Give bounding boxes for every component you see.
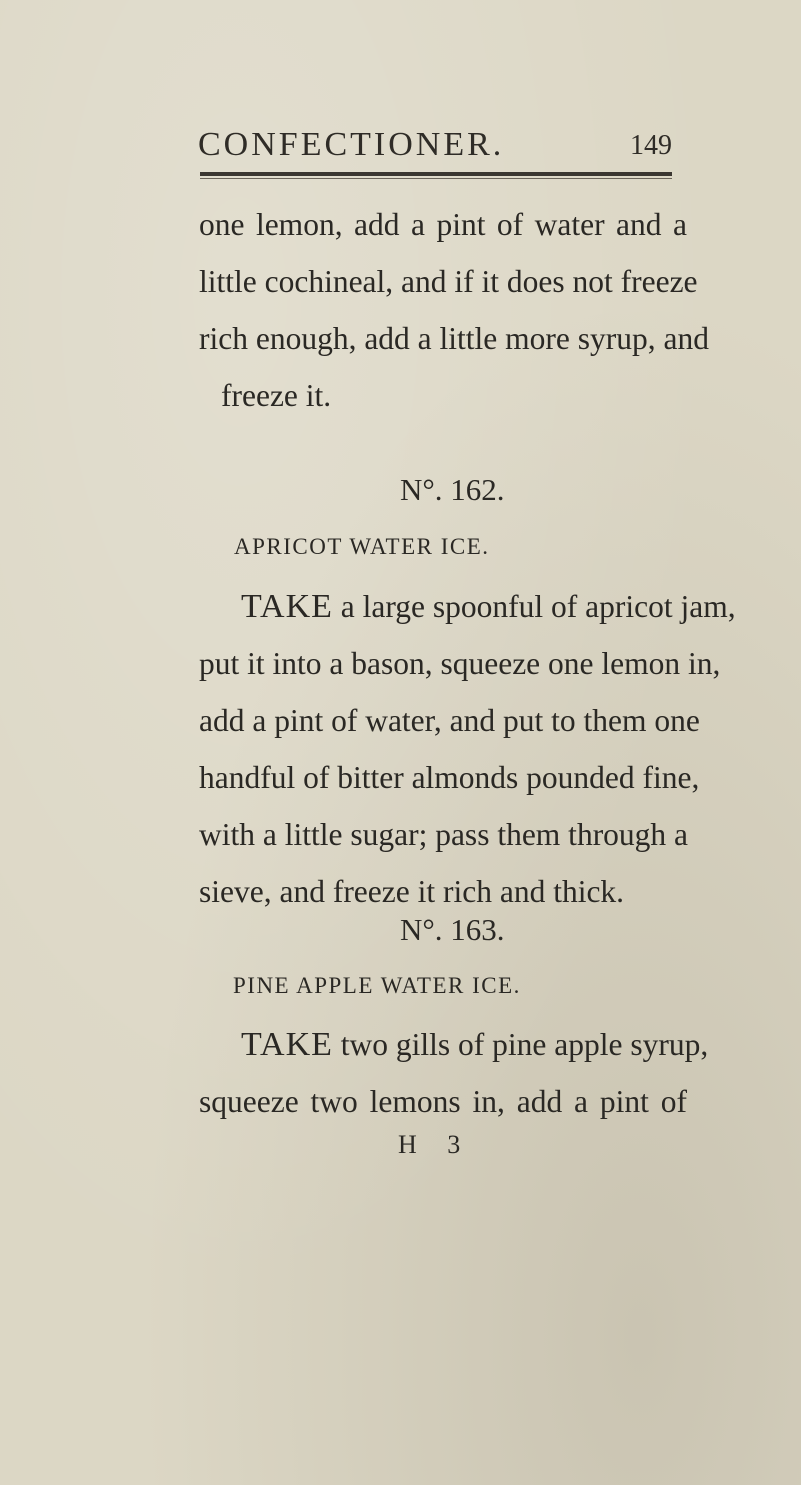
- page-header: [198, 126, 678, 166]
- recipe-162-title: APRICOT WATER ICE.: [234, 534, 490, 559]
- recipe-163-number: N°. 163.: [400, 912, 505, 947]
- text-fragment: two gills of pine apple syrup,: [340, 1027, 709, 1062]
- text-line: one lemon, add a pint of water and a: [199, 207, 687, 242]
- header-rule: [200, 172, 672, 176]
- lead-word: TAKE: [241, 1026, 333, 1063]
- page-number: 149: [630, 130, 672, 161]
- text-fragment: a large spoonful of apricot jam,: [340, 589, 736, 624]
- text-line: put it into a bason, squeeze one lemon in,: [199, 646, 721, 681]
- recipe-162-paragraph: [199, 578, 736, 920]
- text-line: [199, 1016, 709, 1073]
- running-title: CONFECTIONER.: [198, 126, 505, 163]
- text-line: with a little sugar; pass them through a: [199, 817, 689, 852]
- recipe-163-title: PINE APPLE WATER ICE.: [233, 973, 521, 998]
- text-line: squeeze two lemons in, add a pint of: [199, 1084, 687, 1119]
- text-line: rich enough, add a little more syrup, and: [199, 321, 709, 356]
- recipe-162-number: N°. 162.: [400, 472, 505, 507]
- signature-mark: H 3: [398, 1130, 473, 1159]
- recipe-163-paragraph: [199, 1016, 709, 1130]
- header-rule-thin: [200, 178, 672, 179]
- text-line: freeze it.: [221, 378, 332, 413]
- continuation-paragraph: [199, 196, 709, 424]
- text-line: add a pint of water, and put to them one: [199, 703, 700, 738]
- text-line: sieve, and freeze it rich and thick.: [199, 874, 625, 909]
- text-line: [199, 578, 736, 635]
- lead-word: TAKE: [241, 588, 333, 625]
- text-line: little cochineal, and if it does not freeze: [199, 264, 698, 299]
- text-line: handful of bitter almonds pounded fine,: [199, 760, 700, 795]
